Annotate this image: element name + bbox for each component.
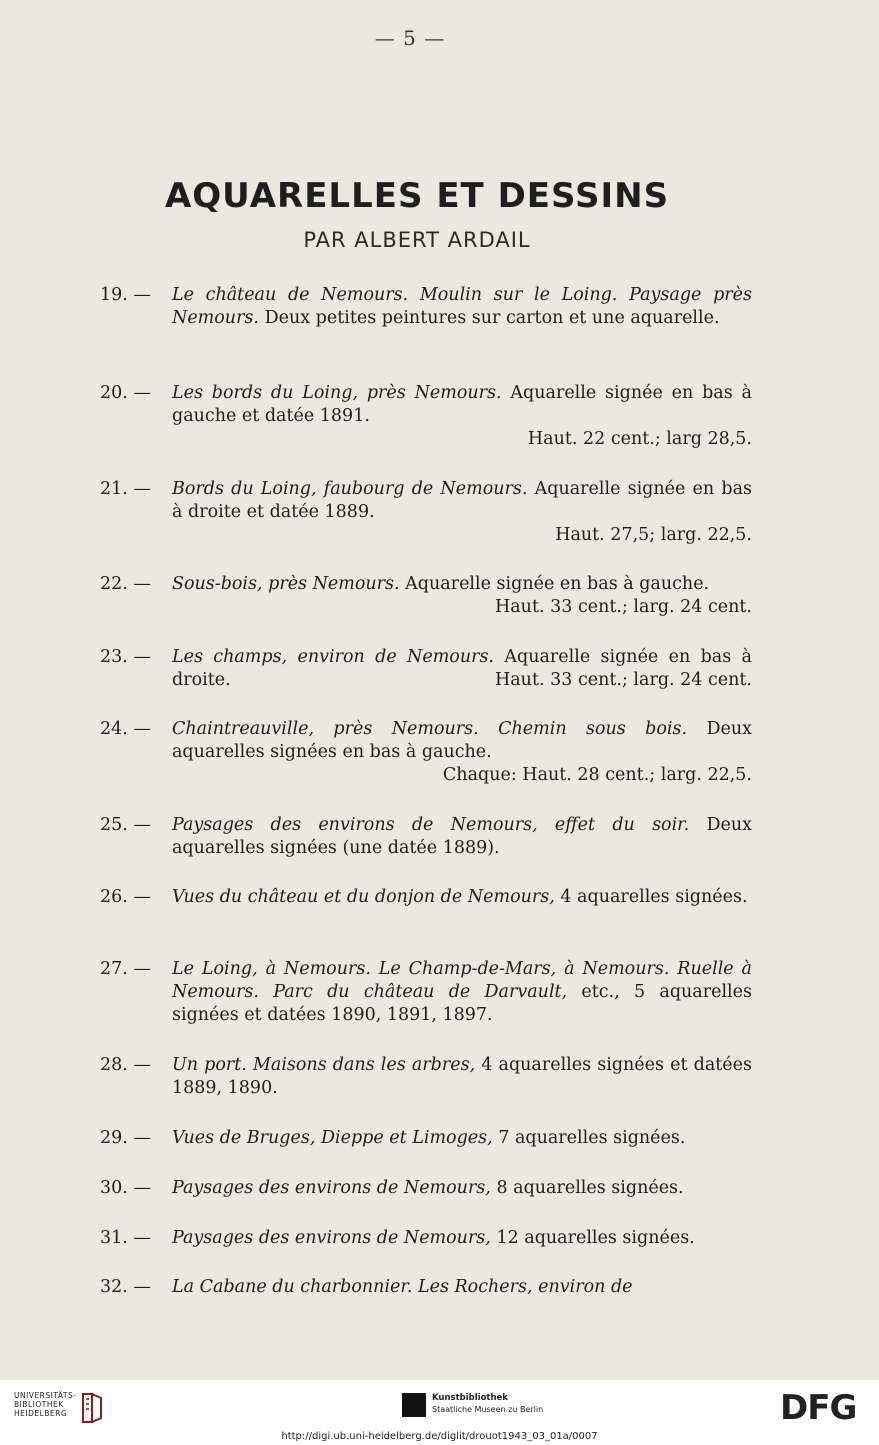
page-title: AQUARELLES ET DESSINS	[164, 176, 670, 216]
entry-title: Bords du Loing, faubourg de Nemours.	[172, 479, 528, 499]
entry-title: Sous-bois, près Nemours.	[172, 574, 400, 594]
entry-description: 12 aquarelles signées.	[496, 1228, 695, 1248]
entry-description: Aquarelle signée en bas à droite et datée 1889.	[172, 479, 752, 522]
page-number: — 5 —	[374, 26, 446, 50]
entry-number: 32. —	[100, 1277, 151, 1297]
entry-number: 22. —	[100, 574, 151, 594]
entry-title: Le Loing, à Nemours. Le Champ-de-Mars, à Nemours. Ruelle à Nemours. Parc du château de Darvault,	[172, 959, 752, 1002]
entry-dimensions: Haut. 33 cent.; larg. 24 cent.	[494, 670, 752, 690]
catalog-entry	[100, 1127, 752, 1150]
catalog-entry	[100, 958, 752, 1027]
entry-title: Paysages des environs de Nemours,	[172, 1228, 491, 1248]
entry-title: Chaintreauville, près Nemours. Chemin sous bois.	[172, 719, 688, 739]
entry-number: 26. —	[100, 887, 151, 907]
entry-number: 27. —	[100, 959, 151, 979]
entry-dimensions: Haut. 22 cent.; larg 28,5.	[527, 429, 752, 449]
page-subtitle: PAR ALBERT ARDAIL	[303, 228, 531, 252]
entry-title: Un port. Maisons dans les arbres,	[172, 1055, 476, 1075]
catalog-entry	[100, 646, 752, 692]
entry-dimensions: Chaque: Haut. 28 cent.; larg. 22,5.	[442, 765, 752, 785]
entry-title: Paysages des environs de Nemours,	[172, 1178, 491, 1198]
entry-number: 19. —	[100, 285, 151, 305]
kunstbibliothek-label: Kunstbibliothek Staatliche Museen zu Berlin	[432, 1393, 544, 1414]
entry-number: 20. —	[100, 383, 151, 403]
entry-title: Les bords du Loing, près Nemours.	[172, 383, 502, 403]
entry-description: etc., 5 aquarelles signées et datées 1890, 1891, 1897.	[172, 982, 752, 1025]
entry-number: 23. —	[100, 647, 151, 667]
entry-number: 25. —	[100, 815, 151, 835]
dfg-logo: DFG	[780, 1388, 857, 1428]
entry-description: Deux aquarelles signées (une datée 1889).	[172, 815, 752, 858]
catalog-entry	[100, 573, 752, 619]
entry-title: Vues de Bruges, Dieppe et Limoges,	[172, 1128, 493, 1148]
footer-bar	[0, 1380, 879, 1445]
entry-description: 7 aquarelles signées.	[498, 1128, 686, 1148]
entry-description: Aquarelle signée en bas à droite.	[172, 647, 752, 690]
entry-description: Aquarelle signée en bas à gauche et datée 1891.	[172, 383, 752, 426]
entry-title: La Cabane du charbonnier. Les Rochers, environ de	[172, 1277, 633, 1297]
entry-number: 24. —	[100, 719, 151, 739]
entry-description: Deux aquarelles signées en bas à gauche.	[172, 719, 752, 762]
university-library-label: UNIVERSITÄTS- BIBLIOTHEK HEIDELBERG	[14, 1391, 77, 1418]
entry-title: Le château de Nemours. Moulin sur le Loing. Paysage près Nemours.	[172, 285, 752, 328]
catalog-entry	[100, 478, 752, 547]
catalog-entry	[100, 1177, 752, 1200]
catalog-entry	[100, 382, 752, 451]
catalog-entry	[100, 1227, 752, 1250]
entry-title: Les champs, environ de Nemours.	[172, 647, 494, 667]
entry-description: 4 aquarelles signées.	[560, 887, 748, 907]
kunstbibliothek-logo-icon	[402, 1393, 426, 1417]
source-url[interactable]: http://digi.ub.uni-heidelberg.de/diglit/drouot1943_03_01a/0007	[281, 1431, 598, 1442]
entry-number: 30. —	[100, 1178, 151, 1198]
entry-number: 29. —	[100, 1128, 151, 1148]
catalog-entry	[100, 1054, 752, 1100]
catalog-entry	[100, 886, 752, 909]
catalog-entry	[100, 1276, 752, 1299]
catalog-entry	[100, 718, 752, 787]
catalog-entry	[100, 284, 752, 330]
entry-description: Deux petites peintures sur carton et une aquarelle.	[264, 308, 720, 328]
entry-dimensions: Haut. 33 cent.; larg. 24 cent.	[494, 597, 752, 617]
entry-description: 4 aquarelles signées et datées 1889, 1890.	[172, 1055, 752, 1098]
entry-dimensions: Haut. 27,5; larg. 22,5.	[555, 525, 752, 545]
entry-title: Vues du château et du donjon de Nemours,	[172, 887, 555, 907]
entry-title: Paysages des environs de Nemours, effet du soir.	[172, 815, 690, 835]
entry-number: 28. —	[100, 1055, 151, 1075]
entry-description: Aquarelle signée en bas à gauche.	[405, 574, 710, 594]
catalog-entry	[100, 814, 752, 860]
university-logo-icon	[80, 1391, 104, 1425]
entry-number: 31. —	[100, 1228, 151, 1248]
entry-description: 8 aquarelles signées.	[496, 1178, 684, 1198]
entry-number: 21. —	[100, 479, 151, 499]
